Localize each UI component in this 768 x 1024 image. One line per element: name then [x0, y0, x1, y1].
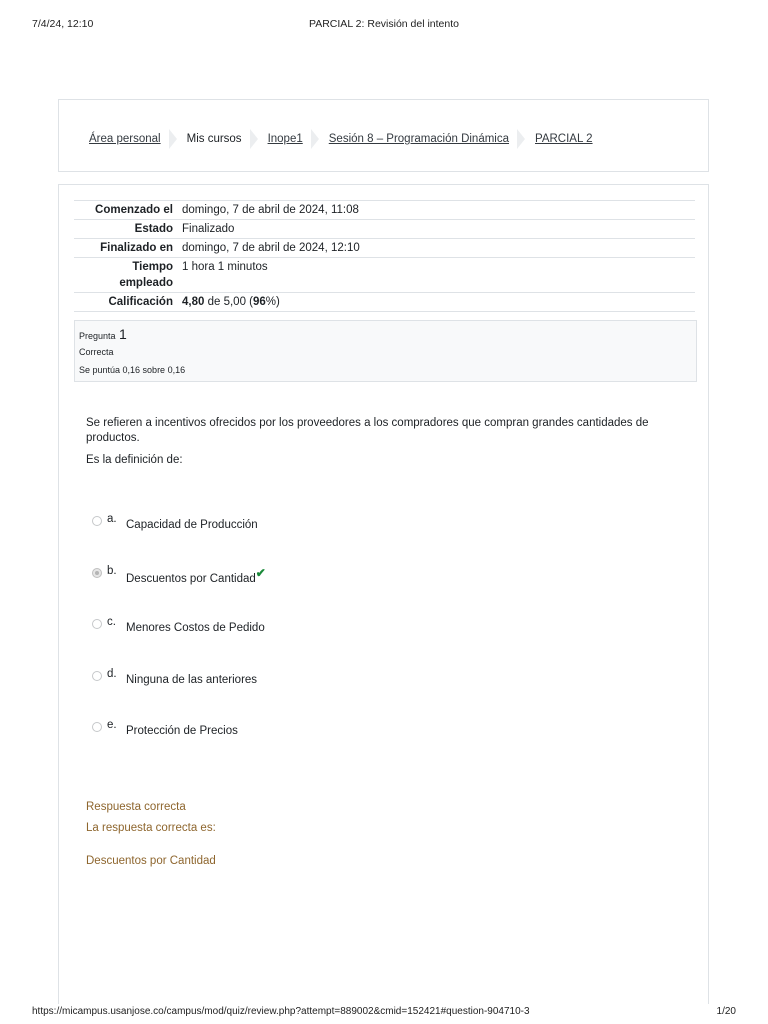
option-letter: e.: [107, 719, 117, 731]
summary-label: [74, 258, 178, 293]
attempt-summary-table: [74, 200, 695, 312]
breadcrumb-quiz[interactable]: PARCIAL 2: [535, 133, 593, 145]
breadcrumb-separator: [309, 128, 323, 150]
question-number: [79, 326, 127, 342]
feedback-correct-intro: La respuesta correcta es:: [86, 822, 216, 834]
summary-value: [178, 293, 695, 312]
breadcrumb-separator: [515, 128, 529, 150]
summary-value: 1 hora 1 minutos: [182, 261, 268, 273]
question-grade: Se puntúa 0,16 sobre 0,16: [79, 365, 186, 375]
option-label: Capacidad de Producción: [126, 519, 258, 531]
summary-row-finished: [74, 239, 695, 258]
summary-row-started: [74, 201, 695, 220]
option-label: Menores Costos de Pedido: [126, 622, 265, 634]
print-url: https://micampus.usanjose.co/campus/mod/quiz/review.php?attempt=889002&cmid=152421#question-904710-3: [32, 1006, 530, 1017]
question-statement: Se refieren a incentivos ofrecidos por los proveedores a los compradores que compran grandes cantidades de productos.: [86, 417, 649, 444]
radio-button-selected[interactable]: [92, 568, 102, 578]
breadcrumb-area-personal[interactable]: Área personal: [89, 133, 161, 145]
summary-row-time: [74, 258, 695, 293]
radio-button[interactable]: [92, 722, 102, 732]
summary-label: Finalizado en: [100, 242, 173, 254]
print-date: 7/4/24, 12:10: [32, 18, 94, 30]
summary-value: domingo, 7 de abril de 2024, 11:08: [182, 204, 359, 216]
breadcrumb-separator: [167, 128, 181, 150]
question-info-box: [74, 320, 697, 382]
summary-row-state: [74, 220, 695, 239]
option-letter: d.: [107, 668, 117, 680]
breadcrumb-mis-cursos: Mis cursos: [186, 133, 242, 145]
summary-label: Estado: [134, 223, 173, 235]
summary-label: Comenzado el: [95, 204, 173, 216]
breadcrumb-course[interactable]: Inope1: [267, 133, 303, 145]
summary-label-line: Tiempo: [132, 261, 173, 273]
summary-value: domingo, 7 de abril de 2024, 12:10: [182, 242, 360, 254]
option-label: Ninguna de las anteriores: [126, 674, 258, 686]
option-label-text: Descuentos por Cantidad: [126, 573, 256, 585]
grade-percent-end: %): [265, 296, 280, 308]
breadcrumb-session[interactable]: Sesión 8 – Programación Dinámica: [328, 133, 510, 145]
summary-label: Calificación: [108, 296, 173, 308]
print-header: [32, 18, 736, 32]
quiz-review-panel: [58, 184, 709, 1004]
option-letter: c.: [107, 616, 116, 628]
print-title: PARCIAL 2: Revisión del intento: [309, 18, 459, 30]
feedback-correct-answer: Descuentos por Cantidad: [86, 855, 216, 867]
summary-label-line: empleado: [119, 277, 173, 289]
question-text: [86, 416, 678, 475]
radio-button[interactable]: [92, 619, 102, 629]
option-label: Protección de Precios: [126, 725, 238, 737]
question-prefix: Pregunta: [79, 331, 116, 341]
option-label: [126, 566, 266, 585]
correct-check-icon: ✔: [255, 566, 266, 580]
radio-button[interactable]: [92, 671, 102, 681]
question-number-value: 1: [119, 326, 127, 342]
feedback-result: Respuesta correcta: [86, 801, 186, 813]
breadcrumb: [89, 128, 593, 150]
option-letter: a.: [107, 513, 117, 525]
print-page-number: 1/20: [716, 1006, 736, 1017]
question-state: Correcta: [79, 347, 114, 357]
grade-total: de 5,00 (: [207, 296, 253, 308]
grade-percent: 96: [253, 296, 266, 308]
radio-button[interactable]: [92, 516, 102, 526]
summary-value: Finalizado: [182, 223, 235, 235]
option-letter: b.: [107, 565, 117, 577]
breadcrumb-separator: [248, 128, 262, 150]
question-prompt: Es la definición de:: [86, 454, 183, 466]
summary-row-grade: [74, 293, 695, 312]
grade-score: 4,80: [182, 296, 205, 308]
breadcrumb-container: [58, 99, 709, 172]
